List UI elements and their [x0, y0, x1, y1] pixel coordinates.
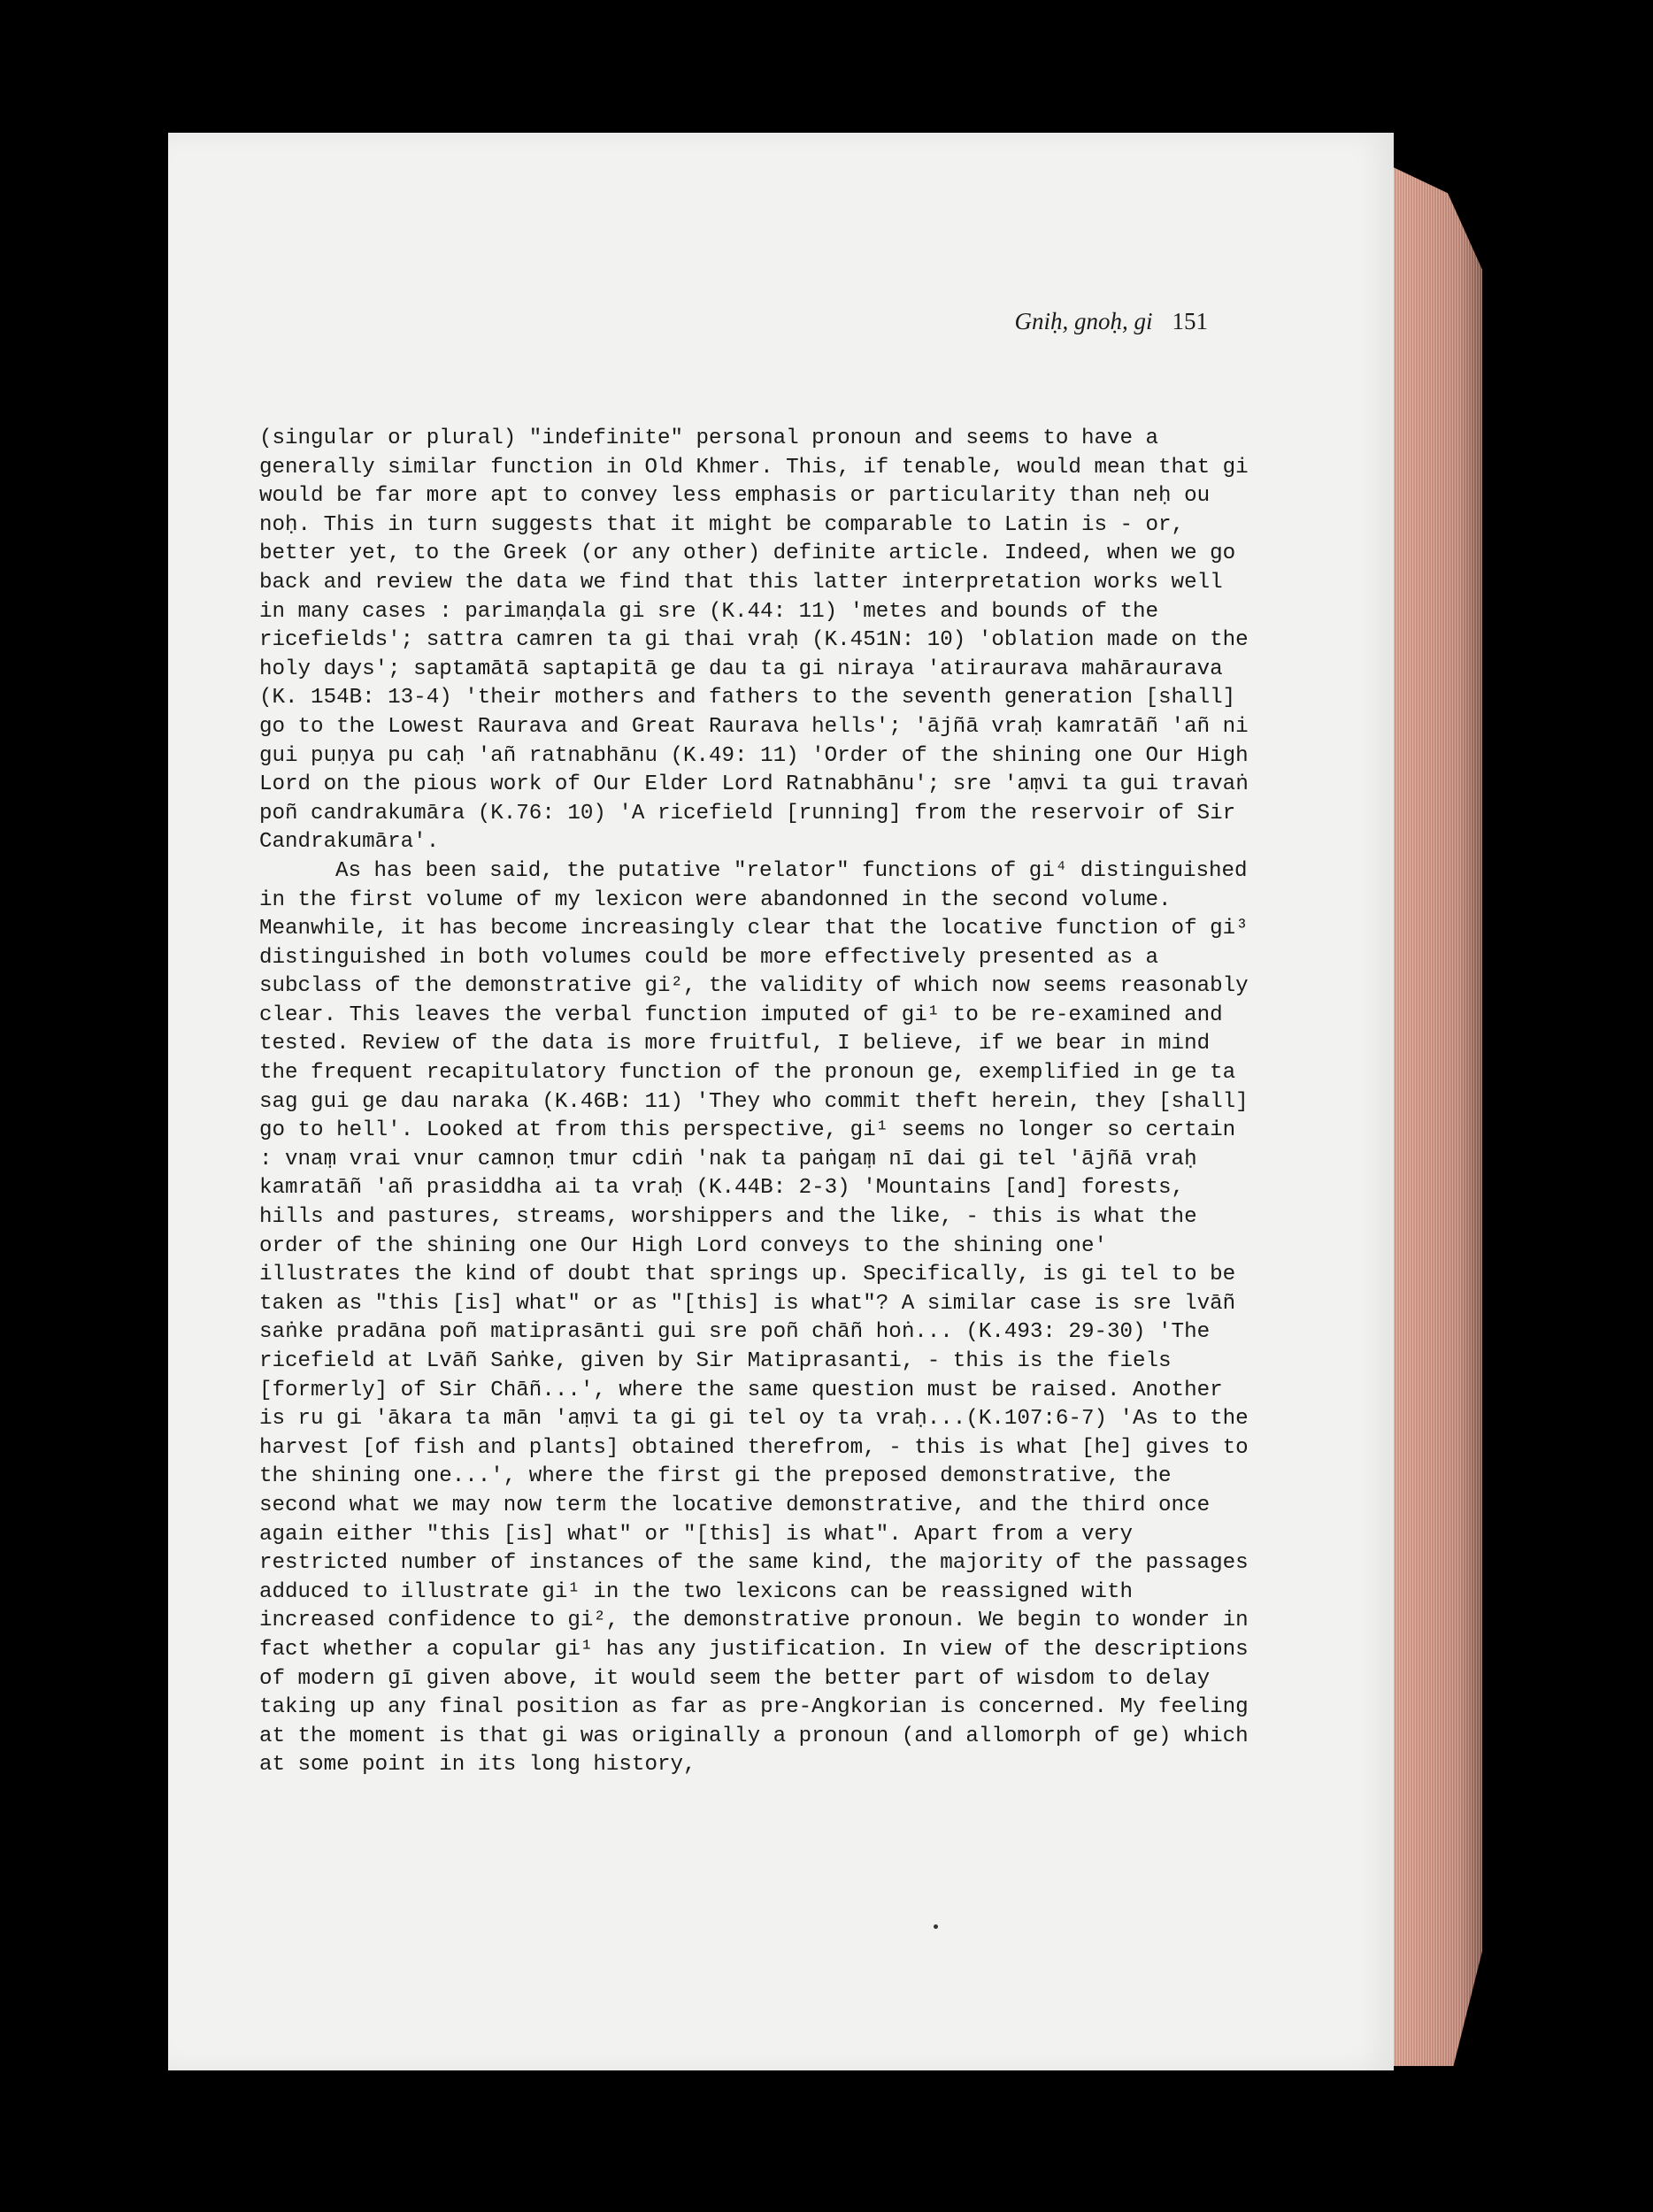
running-head-title: Gniḥ, gnoḥ, gi	[1014, 308, 1153, 334]
paragraph-1: (singular or plural) "indefinite" personal pronoun and seems to have a generally similar function in Old Khmer. This, if tenable, would mean that gi would be far more apt to convey less emphasis or particularity than neḥ ou noḥ. This in turn suggests that it might be comparable to Latin is - or, better yet, to the Greek (or any other) definite article. Indeed, when we go back and review the data we find that this latter interpretation works well in many cases : parimaṇḍala gi sre (K.44: 11) 'metes and bounds of the ricefields'; sattra camren ta gi thai vraḥ (K.451N: 10) 'oblation made on the holy days'; saptamātā saptapitā ge dau ta gi niraya 'atiraurava mahāraurava (K. 154B: 13-4) 'their mothers and fathers to the seventh generation [shall] go to the Lowest Raurava and Great Raurava hells'; 'ājñā vraḥ kamratāñ 'añ ni gui puṇya pu caḥ 'añ ratnabhānu (K.49: 11) 'Order of the shining one Our High Lord on the pious work of Our Elder Lord Ratnabhānu'; sre 'aṃvi ta gui travaṅ poñ candrakumāra (K.76: 10) 'A ricefield [running] from the reservoir of Sir Candrakumāra'.	[259, 426, 1249, 855]
page-number: 151	[1172, 308, 1208, 334]
paragraph-2: As has been said, the putative "relator" functions of gi⁴ distinguished in the first volume of my lexicon were abandonned in the second volume. Meanwhile, it has become increasingly clear that the locative function of gi³ distinguished in both volumes could be more effectively presented as a subclass of the demonstrative gi², the validity of which now seems reasonably clear. This leaves the verbal function imputed of gi¹ to be re-examined and tested. Review of the data is more fruitful, I believe, if we bear in mind the frequent recapitulatory function of the pronoun ge, exemplified in ge ta sag gui ge dau naraka (K.46B: 11) 'They who commit theft herein, they [shall] go to hell'. Looked at from this perspective, gi¹ seems no longer so certain : vnaṃ vrai vnur camnoṇ tmur cdiṅ 'nak ta paṅgaṃ nī dai gi tel 'ājñā vraḥ kamratāñ 'añ prasiddha ai ta vraḥ (K.44B: 2-3) 'Mountains [and] forests, hills and pastures, streams, worshippers and the like, - this is what the order of the shining one Our High Lord conveys to the shining one' illustrates the kind of doubt that springs up. Specifically, is gi tel to be taken as "this [is] what" or as "[this] is what"? A similar case is sre lvāñ saṅke pradāna poñ matiprasānti gui sre poñ chāñ hoṅ... (K.493: 29-30) 'The ricefield at Lvāñ Saṅke, given by Sir Matiprasanti, - this is the fiels [formerly] of Sir Chāñ...', where the same question must be raised. Another is ru gi 'ākara ta mān 'aṃvi ta gi gi tel oy ta vraḥ...(K.107:6-7) 'As to the harvest [of fish and plants] obtained therefrom, - this is what [he] gives to the shining one...', where the first gi the preposed demonstrative, the second what we may now term the locative demonstrative, and the third once again either "this [is] what" or "[this] is what". Apart from a very restricted number of instances of the same kind, the majority of the passages adduced to illustrate gi¹ in the two lexicons can be reassigned with increased confidence to gi², the demonstrative pronoun. We begin to wonder in fact whether a copular gi¹ has any justification. In view of the descriptions of modern gī given above, it would seem the better part of wisdom to delay taking up any final position as far as pre-Angkorian is concerned. My feeling at the moment is that gi was originally a pronoun (and allomorph of ge) which at some point in its long history,	[259, 858, 1249, 1778]
ink-speck	[934, 1924, 938, 1929]
running-head	[168, 308, 1394, 335]
body-text	[259, 425, 1255, 1780]
book-page	[168, 133, 1394, 2070]
